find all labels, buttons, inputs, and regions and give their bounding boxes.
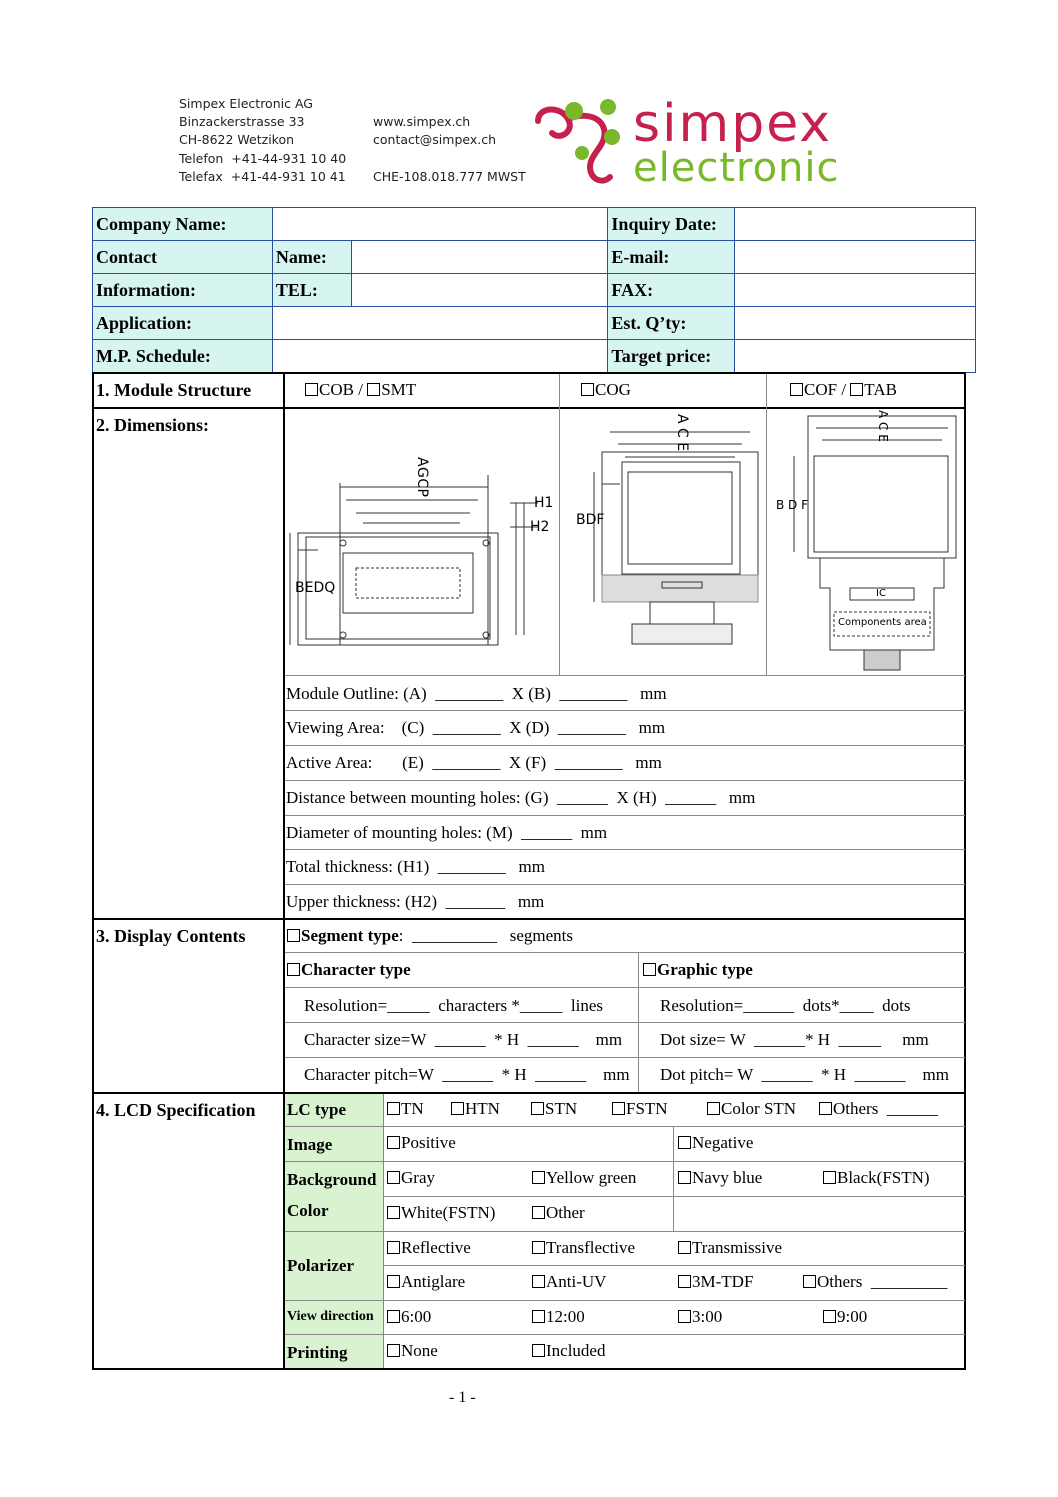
checkbox[interactable] bbox=[532, 1275, 545, 1288]
print-none-option[interactable]: None bbox=[387, 1341, 438, 1361]
company-address: Simpex Electronic AG Binzackerstrasse 33 CH-8622 Wetzikon Telefon +41-44-931 10 40 Telefax +41-44-931 10 41 bbox=[179, 96, 347, 184]
ace-label: A C E bbox=[876, 410, 890, 442]
divider bbox=[92, 407, 966, 409]
name-label: Name: bbox=[272, 241, 351, 274]
lc-color-stn-option[interactable]: Color STN bbox=[707, 1099, 796, 1119]
divider bbox=[285, 1126, 965, 1127]
upper-thickness-row[interactable]: Upper thickness: (H2) _______ mm bbox=[286, 892, 545, 911]
view-direction-label: View direction bbox=[287, 1309, 374, 1324]
checkbox[interactable] bbox=[819, 1102, 832, 1115]
tab-checkbox[interactable] bbox=[850, 383, 863, 396]
divider bbox=[673, 1126, 674, 1231]
divider bbox=[92, 1092, 966, 1094]
cog-checkbox[interactable] bbox=[581, 383, 594, 396]
lc-htn-option[interactable]: HTN bbox=[451, 1099, 500, 1119]
information-label: Information: bbox=[93, 274, 273, 307]
graphic-type-checkbox[interactable] bbox=[643, 963, 656, 976]
logo-mark bbox=[530, 93, 630, 188]
segment-type-row[interactable]: Segment type: __________ segments bbox=[287, 926, 573, 946]
divider bbox=[285, 884, 965, 885]
bdf-label: BDF bbox=[576, 512, 605, 528]
bedq-label: BEDQ bbox=[295, 580, 336, 596]
viewing-area-row[interactable]: Viewing Area: (C) ________ X (D) ________ mm bbox=[286, 718, 666, 737]
cob-option[interactable]: COB / SMT bbox=[305, 380, 416, 400]
checkbox[interactable] bbox=[387, 1136, 400, 1149]
view-9-option[interactable]: 9:00 bbox=[823, 1307, 867, 1327]
page-number: - 1 - bbox=[449, 1389, 476, 1406]
divider bbox=[92, 918, 966, 920]
bg-gray-option[interactable]: Gray bbox=[387, 1168, 435, 1188]
bg-other-option[interactable]: Other bbox=[532, 1203, 585, 1223]
cog-dimension-drawing bbox=[570, 412, 760, 670]
logo-bottom-word: electronic bbox=[633, 145, 840, 191]
name-field[interactable] bbox=[351, 241, 608, 274]
char-size-row[interactable]: Character size=W ______ * H ______ mm bbox=[304, 1030, 623, 1049]
target-price-field[interactable] bbox=[735, 340, 976, 373]
divider bbox=[383, 1196, 965, 1197]
checkbox[interactable] bbox=[532, 1206, 545, 1219]
cog-option[interactable]: COG bbox=[581, 380, 631, 400]
checkbox[interactable] bbox=[451, 1102, 464, 1115]
fax-field[interactable] bbox=[735, 274, 976, 307]
pol-reflective-option[interactable]: Reflective bbox=[387, 1238, 471, 1258]
dot-size-row[interactable]: Dot size= W ______* H _____ mm bbox=[660, 1030, 929, 1049]
lc-tn-option[interactable]: TN bbox=[387, 1099, 424, 1119]
h1-label: H1 bbox=[534, 495, 554, 511]
divider bbox=[285, 675, 965, 676]
checkbox[interactable] bbox=[387, 1102, 400, 1115]
divider bbox=[285, 1334, 965, 1335]
dot-pitch-row[interactable]: Dot pitch= W ______ * H ______ mm bbox=[660, 1065, 949, 1084]
active-area-row[interactable]: Active Area: (E) ________ X (F) ________ mm bbox=[286, 753, 662, 772]
character-type-option[interactable]: Character type bbox=[287, 960, 411, 980]
logo-top-word: simpex bbox=[633, 94, 833, 154]
divider bbox=[285, 1057, 965, 1058]
image-label: Image bbox=[287, 1135, 333, 1154]
company-name-label: Company Name: bbox=[93, 208, 273, 241]
checkbox[interactable] bbox=[387, 1310, 400, 1323]
divider bbox=[285, 1161, 965, 1162]
checkbox[interactable] bbox=[803, 1275, 816, 1288]
mounting-holes-diameter-row[interactable]: Diameter of mounting holes: (M) ______ mm bbox=[286, 823, 608, 842]
ic-label: IC bbox=[876, 588, 886, 599]
target-price-label: Target price: bbox=[608, 340, 735, 373]
pol-3m-tdf-option[interactable]: 3M-TDF bbox=[678, 1272, 753, 1292]
print-included-option[interactable]: Included bbox=[532, 1341, 605, 1361]
pol-transmissive-option[interactable]: Transmissive bbox=[678, 1238, 782, 1258]
cob-checkbox[interactable] bbox=[305, 383, 318, 396]
divider bbox=[285, 815, 965, 816]
lc-stn-option[interactable]: STN bbox=[531, 1099, 577, 1119]
color-label: Color bbox=[287, 1201, 329, 1220]
cob-dimension-drawing bbox=[288, 455, 556, 670]
cof-checkbox[interactable] bbox=[790, 383, 803, 396]
graphic-resolution-row[interactable]: Resolution=______ dots*____ dots bbox=[660, 996, 911, 1015]
checkbox[interactable] bbox=[532, 1241, 545, 1254]
divider bbox=[559, 374, 560, 675]
agcp-label: A G C P bbox=[414, 457, 430, 495]
character-type-checkbox[interactable] bbox=[287, 963, 300, 976]
checkbox[interactable] bbox=[678, 1171, 691, 1184]
graphic-type-option[interactable]: Graphic type bbox=[643, 960, 753, 980]
checkbox[interactable] bbox=[387, 1241, 400, 1254]
mp-schedule-label: M.P. Schedule: bbox=[93, 340, 273, 373]
contact-table bbox=[92, 207, 976, 373]
bdf-label: B D F bbox=[776, 498, 809, 512]
checkbox[interactable] bbox=[707, 1102, 720, 1115]
printing-label: Printing bbox=[287, 1343, 348, 1362]
inquiry-date-label: Inquiry Date: bbox=[608, 208, 735, 241]
view-6-option[interactable]: 6:00 bbox=[387, 1307, 431, 1327]
char-resolution-row[interactable]: Resolution=_____ characters *_____ lines bbox=[304, 996, 604, 1015]
mp-schedule-field[interactable] bbox=[272, 340, 608, 373]
checkbox[interactable] bbox=[532, 1171, 545, 1184]
application-label: Application: bbox=[93, 307, 273, 340]
display-contents-title: 3. Display Contents bbox=[96, 926, 246, 946]
char-pitch-row[interactable]: Character pitch=W ______ * H ______ mm bbox=[304, 1065, 630, 1084]
background-label: Background bbox=[287, 1170, 377, 1189]
checkbox[interactable] bbox=[387, 1344, 400, 1357]
bg-yellow-green-option[interactable]: Yellow green bbox=[532, 1168, 636, 1188]
view-12-option[interactable]: 12:00 bbox=[532, 1307, 585, 1327]
email-label: E-mail: bbox=[608, 241, 735, 274]
fax-label: FAX: bbox=[608, 274, 735, 307]
checkbox[interactable] bbox=[531, 1102, 544, 1115]
segment-type-checkbox[interactable] bbox=[287, 929, 300, 942]
pol-others-option[interactable]: Others _________ bbox=[803, 1272, 947, 1292]
image-positive-option[interactable]: Positive bbox=[387, 1133, 456, 1153]
company-web: www.simpex.ch contact@simpex.ch CHE-108.018.777 MWST bbox=[373, 114, 526, 184]
divider bbox=[285, 1022, 965, 1023]
lc-others-option[interactable]: Others ______ bbox=[819, 1099, 938, 1119]
divider bbox=[285, 1231, 965, 1232]
bg-white-fstn-option[interactable]: White(FSTN) bbox=[387, 1203, 495, 1223]
components-area-label: Components area bbox=[838, 617, 927, 628]
checkbox[interactable] bbox=[678, 1136, 691, 1149]
cof-dimension-drawing bbox=[772, 410, 962, 672]
lc-type-label: LC type bbox=[287, 1100, 347, 1119]
est-qty-field[interactable] bbox=[735, 307, 976, 340]
polarizer-label: Polarizer bbox=[287, 1256, 355, 1275]
pol-antiglare-option[interactable]: Antiglare bbox=[387, 1272, 465, 1292]
checkbox[interactable] bbox=[387, 1206, 400, 1219]
ace-label: A C E bbox=[674, 414, 690, 452]
checkbox[interactable] bbox=[532, 1344, 545, 1357]
divider bbox=[766, 374, 767, 675]
lcd-spec-title: 4. LCD Specification bbox=[96, 1100, 256, 1120]
divider bbox=[285, 780, 965, 781]
checkbox[interactable] bbox=[823, 1171, 836, 1184]
checkbox[interactable] bbox=[387, 1275, 400, 1288]
divider bbox=[285, 952, 965, 953]
divider bbox=[285, 849, 965, 850]
checkbox[interactable] bbox=[387, 1171, 400, 1184]
application-field[interactable] bbox=[272, 307, 608, 340]
total-thickness-row[interactable]: Total thickness: (H1) ________ mm bbox=[286, 857, 545, 876]
bg-navy-blue-option[interactable]: Navy blue bbox=[678, 1168, 762, 1188]
smt-checkbox[interactable] bbox=[367, 383, 380, 396]
contact-label: Contact bbox=[93, 241, 273, 274]
checkbox[interactable] bbox=[532, 1310, 545, 1323]
dimensions-title: 2. Dimensions: bbox=[96, 415, 210, 435]
inquiry-date-field[interactable] bbox=[735, 208, 976, 241]
h2-label: H2 bbox=[530, 519, 550, 535]
checkbox[interactable] bbox=[678, 1310, 691, 1323]
pol-transflective-option[interactable]: Transflective bbox=[532, 1238, 635, 1258]
cof-option[interactable]: COF / TAB bbox=[790, 380, 897, 400]
checkbox[interactable] bbox=[678, 1241, 691, 1254]
image-negative-option[interactable]: Negative bbox=[678, 1133, 753, 1153]
module-outline-row[interactable]: Module Outline: (A) ________ X (B) ________ mm bbox=[286, 684, 667, 703]
module-structure-title: 1. Module Structure bbox=[96, 380, 252, 400]
email-field[interactable] bbox=[735, 241, 976, 274]
checkbox[interactable] bbox=[612, 1102, 625, 1115]
tel-field[interactable] bbox=[351, 274, 608, 307]
bg-black-fstn-option[interactable]: Black(FSTN) bbox=[823, 1168, 930, 1188]
divider bbox=[383, 1265, 965, 1266]
lc-fstn-option[interactable]: FSTN bbox=[612, 1099, 668, 1119]
divider bbox=[285, 745, 965, 746]
est-qty-label: Est. Q’ty: bbox=[608, 307, 735, 340]
mounting-holes-distance-row[interactable]: Distance between mounting holes: (G) ______ X (H) ______ mm bbox=[286, 788, 756, 807]
pol-anti-uv-option[interactable]: Anti-UV bbox=[532, 1272, 606, 1292]
divider bbox=[285, 1300, 965, 1301]
view-3-option[interactable]: 3:00 bbox=[678, 1307, 722, 1327]
checkbox[interactable] bbox=[678, 1275, 691, 1288]
divider bbox=[285, 710, 965, 711]
tel-label: TEL: bbox=[272, 274, 351, 307]
divider bbox=[285, 987, 965, 988]
checkbox[interactable] bbox=[823, 1310, 836, 1323]
company-name-field[interactable] bbox=[272, 208, 608, 241]
